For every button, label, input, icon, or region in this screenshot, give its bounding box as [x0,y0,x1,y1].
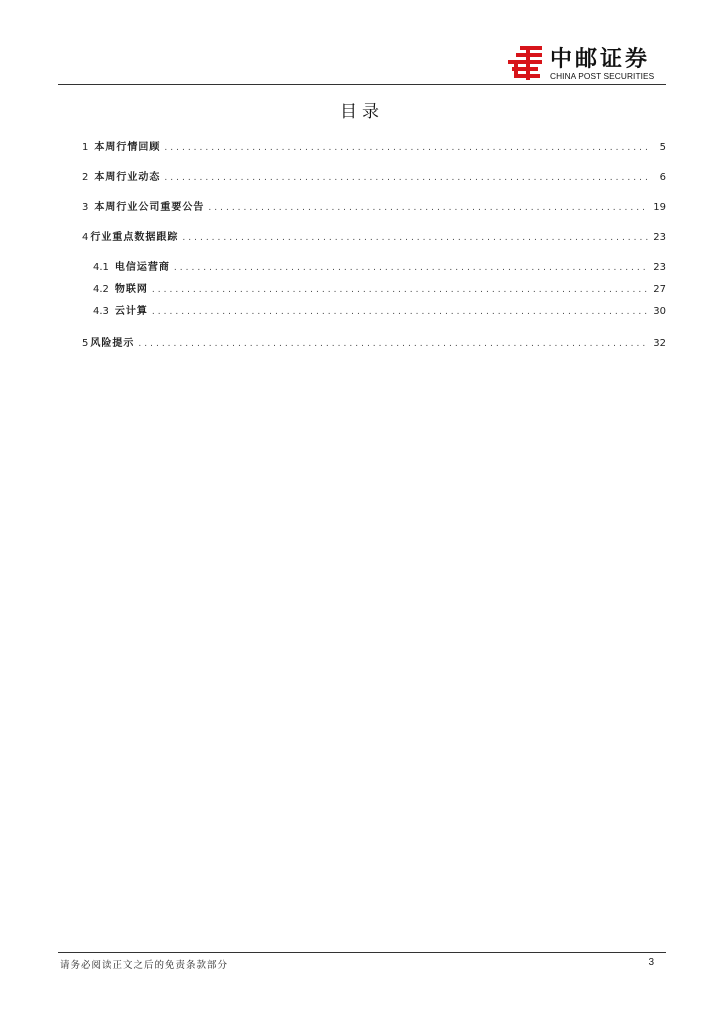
toc-entry[interactable] [82,228,666,244]
toc-leader-dots [152,285,648,295]
toc-entry-page: 32 [653,338,666,349]
toc-entry-title: 物联网 [114,284,148,295]
page-header [58,40,666,84]
toc-leader-dots [174,263,648,273]
toc-leader-dots [138,339,648,349]
page-number: 3 [648,957,654,968]
toc-leader-dots [208,203,648,213]
toc-entry-page: 19 [653,202,666,213]
toc-subentry[interactable] [93,258,666,274]
logo-name-cn: 中邮证券 [550,47,651,72]
logo-name-en: CHINA POST SECURITIES [550,71,655,81]
toc-entry-page: 5 [659,142,666,153]
toc-entry-number: 4.2 [93,284,109,295]
toc-entry-title: 电信运营商 [114,262,170,273]
toc-entry[interactable] [82,198,666,214]
toc-leader-dots [152,307,648,317]
toc-entry-number: 3 [82,202,89,213]
toc-leader-dots [164,173,648,183]
footer-disclaimer: 请务必阅读正文之后的免责条款部分 [60,960,229,971]
toc-entry-title: 本周行情回顾 [94,142,161,153]
toc-entry-number: 4.1 [93,262,109,273]
toc-title: 目录 [340,102,384,122]
toc-entry[interactable] [82,138,666,154]
toc-entry-number: 4.3 [93,306,109,317]
company-logo [506,44,666,82]
toc-subentry[interactable] [93,280,666,296]
toc-entry-number: 4 [82,232,89,243]
toc-entry-number: 2 [82,172,89,183]
toc-entry-title: 云计算 [114,306,148,317]
footer-divider [58,952,666,953]
toc-entry-title: 本周行业动态 [94,172,161,183]
toc-entry-page: 23 [653,232,666,243]
toc-entry[interactable] [82,334,666,350]
toc-entry-page: 27 [653,284,666,295]
header-divider [58,84,666,85]
toc-entry-number: 5 [82,338,89,349]
toc-entry-page: 6 [659,172,666,183]
toc-entry-title: 风险提示 [90,338,135,349]
toc-entry-title: 行业重点数据跟踪 [90,232,179,243]
toc-entry[interactable] [82,168,666,184]
toc-entry-page: 23 [653,262,666,273]
toc-entry-page: 30 [653,306,666,317]
toc-entry-number: 1 [82,142,89,153]
china-post-logo-icon [506,44,546,82]
toc-leader-dots [182,233,648,243]
toc-subentry[interactable] [93,302,666,318]
toc-entry-title: 本周行业公司重要公告 [94,202,205,213]
toc-leader-dots [164,143,648,153]
